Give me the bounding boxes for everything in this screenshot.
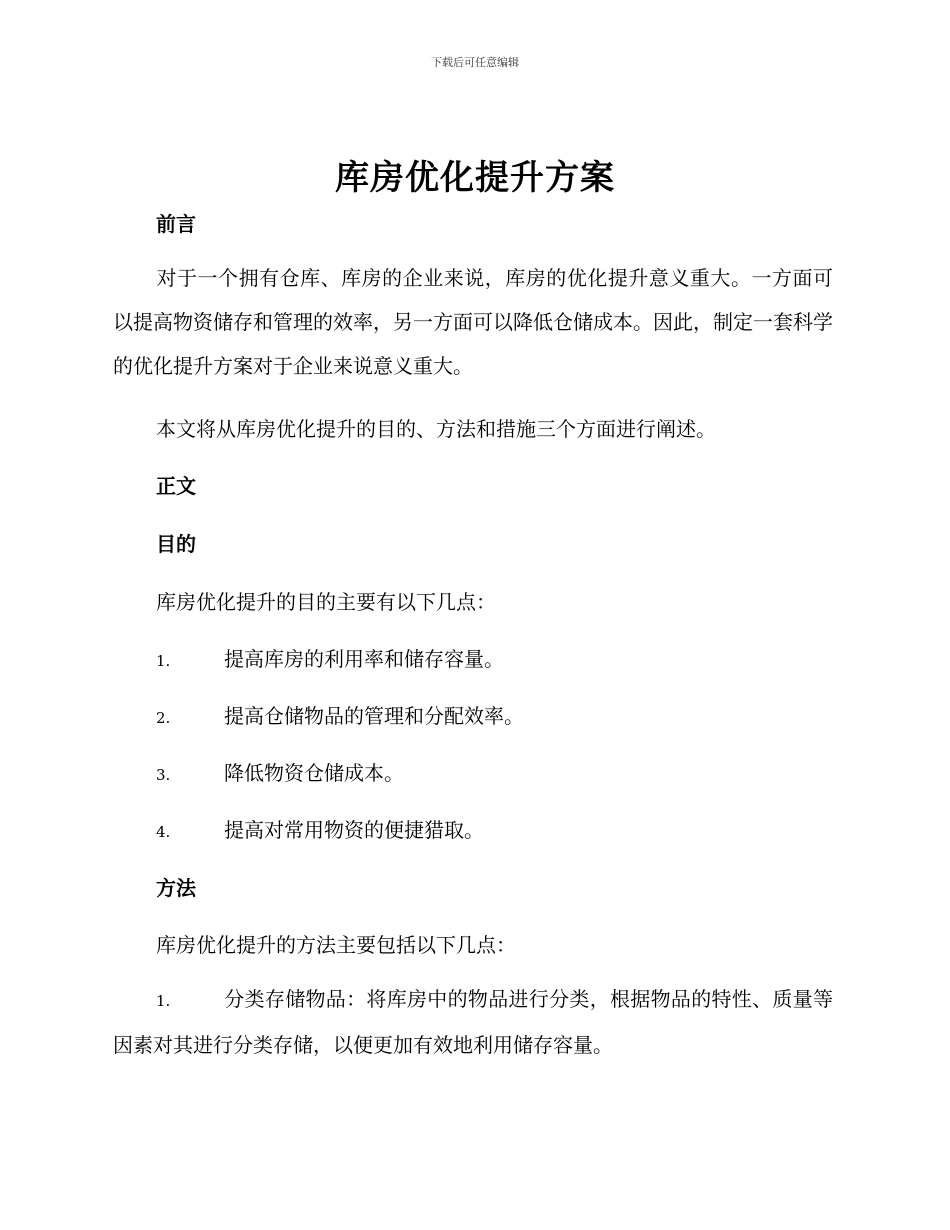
page-header: 下载后可任意编辑 [431,56,519,69]
heading-body: 正文 [156,474,196,498]
purpose-item [156,643,504,672]
list-number: 1. [156,992,171,1010]
purpose-item [156,814,484,843]
list-item-text: 提高对常用物资的便捷猎取。 [224,818,484,842]
paragraph-preface-1 [113,256,833,388]
method-item [113,977,833,1067]
heading-purpose: 目的 [156,532,196,556]
method-intro: 库房优化提升的方法主要包括以下几点： [156,933,516,957]
heading-method: 方法 [156,876,196,900]
list-item-text: 提高仓储物品的管理和分配效率。 [224,704,524,728]
paragraph-preface-1-text: 对于一个拥有仓库、库房的企业来说，库房的优化提升意义重大。一方面可以提高物资储存和管理的效率，另一方面可以降低仓储成本。因此，制定一套科学的优化提升方案对于企业来说意义重大。 [113,266,833,378]
list-item-text: 降低物资仓储成本。 [224,761,404,785]
purpose-item [156,757,404,786]
list-number: 2. [156,709,171,727]
list-number: 1. [156,652,171,670]
list-item-text: 提高库房的利用率和储存容量。 [224,647,504,671]
document-title: 库房优化提升方案 [335,158,615,198]
purpose-intro: 库房优化提升的目的主要有以下几点： [156,590,496,614]
paragraph-preface-2: 本文将从库房优化提升的目的、方法和措施三个方面进行阐述。 [156,417,716,441]
list-item-text: 分类存储物品：将库房中的物品进行分类，根据物品的特性、质量等因素对其进行分类存储，以便更加有效地利用储存容量。 [113,987,833,1057]
list-number: 3. [156,766,171,784]
list-number: 4. [156,823,171,841]
purpose-item [156,700,524,729]
heading-preface: 前言 [156,212,196,236]
